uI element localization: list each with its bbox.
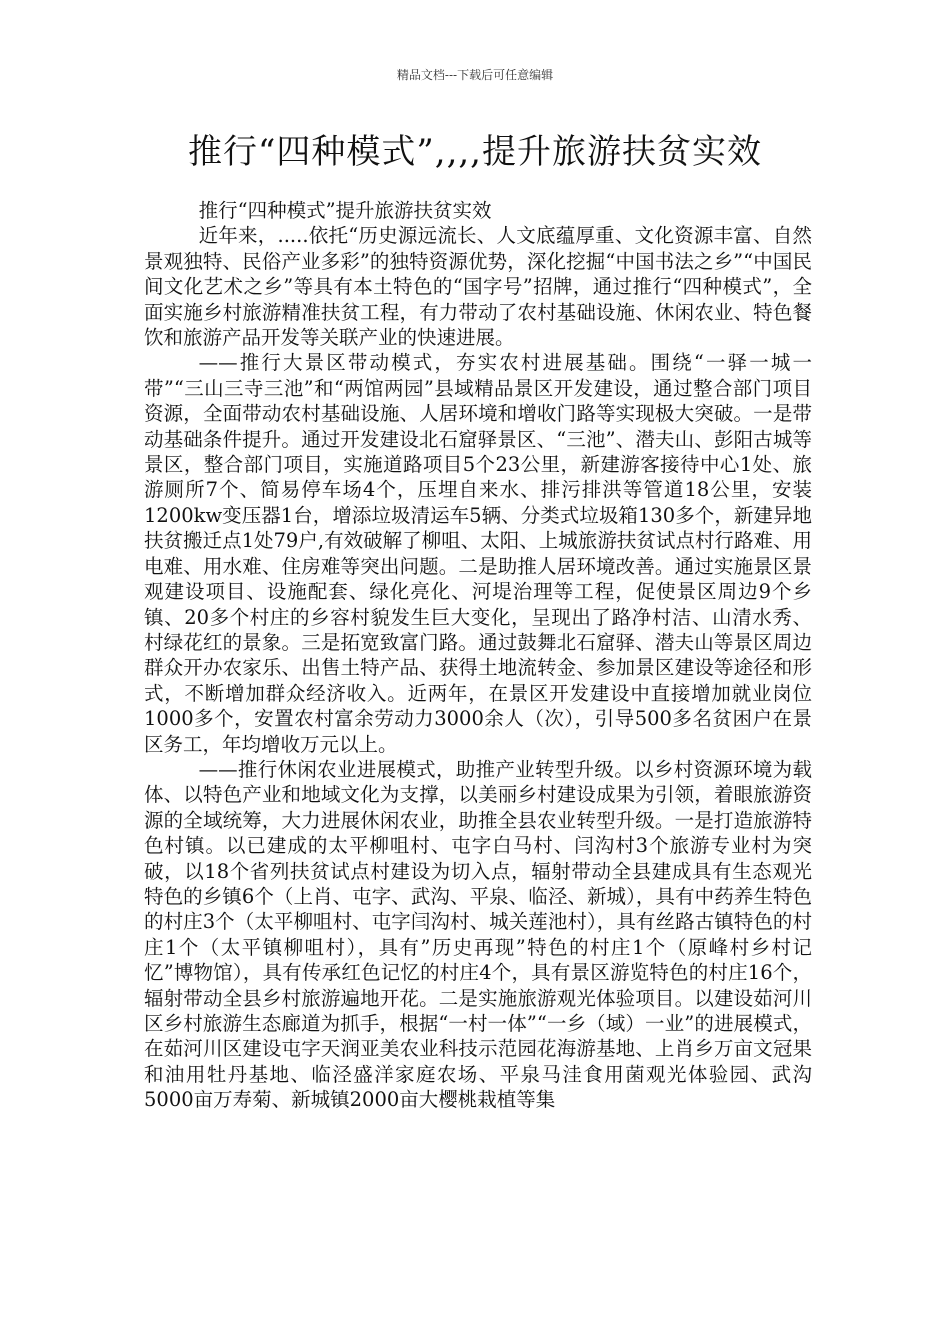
paragraph-leisure-agriculture-model: ——推行休闲农业进展模式，助推产业转型升级。以乡村资源环境为载体、以特色产业和地域文化为支撑，以美丽乡村建设成果为引领，着眼旅游资源的全域统筹，大力进展休闲农业，助推全县农业转型升级。一是打造旅游特色村镇。以已建成的太平柳咀村、屯字白马村、闫沟村3个旅游专业村为突破，以18个省列扶贫试点村建设为切入点，辐射带动全县建成具有生态观光特色的乡镇6个（上肖、屯字、武沟、平泉、临泾、新城），具有中药养生特色的村庄3个（太平柳咀村、屯字闫沟村、城关莲池村），具有丝路古镇特色的村庄1个（太平镇柳咀村），具有”历史再现”特色的村庄1个（原峰村乡村记忆”博物馆），具有传承红色记忆的村庄4个，具有景区游览特色的村庄16个，辐射带动全县乡村旅游遍地开花。二是实施旅游观光体验项目。以建设茹河川区乡村旅游生态廊道为抓手，根据“一村一体”“一乡（域）一业”的进展模式，在茹河川区建设屯字天润亚美农业科技示范园花海游基地、上肖乡万亩文冠果和油用牡丹基地、临泾盛洋家庭农场、平泉马洼食用菌观光体验园、武沟5000亩万寿菊、新城镇2000亩大樱桃栽植等集 [144, 757, 812, 1112]
page-header-note: 精品文档---下载后可任意编辑 [396, 68, 554, 82]
document-title: 推行“四种模式”,,,,提升旅游扶贫实效 [188, 132, 762, 172]
paragraph-scenic-area-model: ——推行大景区带动模式，夯实农村进展基础。围绕“一驿一城一带”“三山三寺三池”和“两馆两园”县域精品景区开发建设，通过整合部门项目资源，全面带动农村基础设施、人居环境和增收门路等实现极大突破。一是带动基础条件提升。通过开发建设北石窟驿景区、“三池”、潜夫山、彭阳古城等景区，整合部门项目，实施道路项目5个23公里，新建游客接待中心1处、旅游厕所7个、简易停车场4个，压埋自来水、排污排洪等管道18公里，安装1200kw变压器1台，增添垃圾清运车5辆、分类式垃圾箱130多个，新建异地扶贫搬迁点1处79户,有效破解了柳咀、太阳、上城旅游扶贫试点村行路难、用电难、用水难、住房难等突出问题。二是助推人居环境改善。通过实施景区景观建设项目、设施配套、绿化亮化、河堤治理等工程，促使景区周边9个乡镇、20多个村庄的乡容村貌发生巨大变化，呈现出了路净村洁、山清水秀、村绿花红的景象。三是拓宽致富门路。通过鼓舞北石窟驿、潜夫山等景区周边群众开办农家乐、出售土特产品、获得土地流转金、参加景区建设等途径和形式，不断增加群众经济收入。近两年，在景区开发建设中直接增加就业岗位1000多个，安置农村富余劳动力3000余人（次），引导500多名贫困户在景区务工，年均增收万元以上。 [144, 351, 812, 756]
document-body [144, 198, 812, 1113]
paragraph-intro: 近年来，.....依托“历史源远流长、人文底蕴厚重、文化资源丰富、自然景观独特、民俗产业多彩”的独特资源优势，深化挖掘“中国书法之乡”“中国民间文化艺术之乡”等具有本土特色的“国字号”招牌，通过推行“四种模式”，全面实施乡村旅游精准扶贫工程，有力带动了农村基础设施、休闲农业、特色餐饮和旅游产品开发等关联产业的快速进展。 [144, 224, 812, 350]
paragraph-subtitle: 推行“四种模式”提升旅游扶贫实效 [198, 199, 492, 222]
